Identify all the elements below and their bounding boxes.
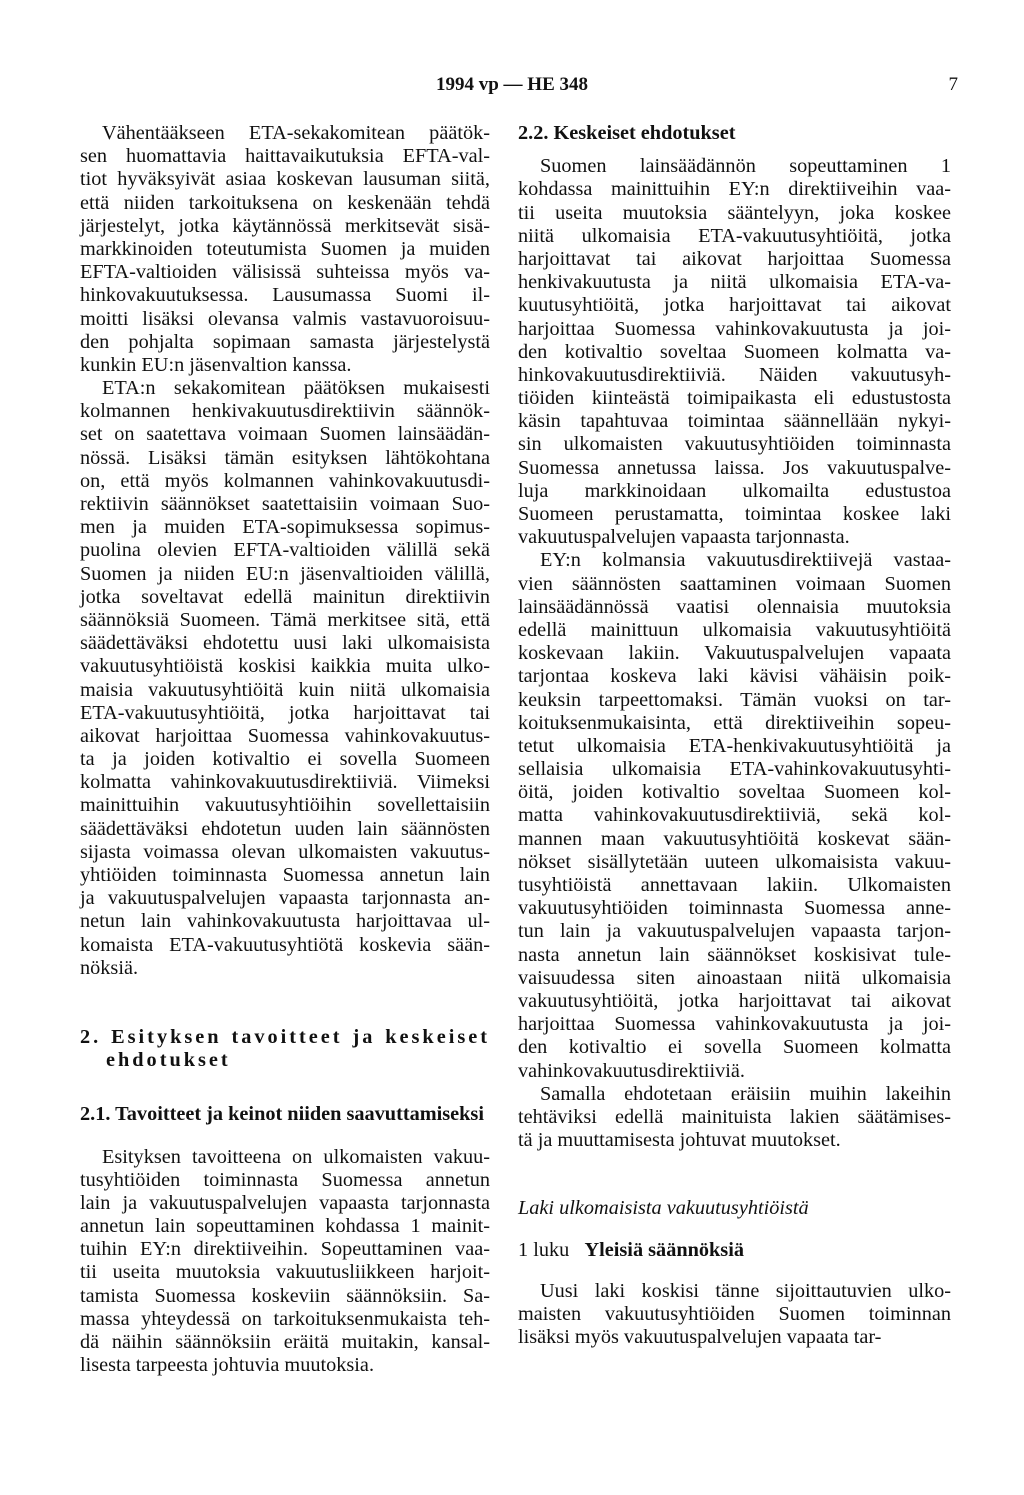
text-line: säädettäväksi ehdotetun uuden lain säännösten [80, 817, 490, 840]
law-title [518, 1197, 951, 1220]
section-heading-2 [80, 1026, 490, 1072]
subheading-text: 2.1. Tavoitteet ja keinot niiden saavuttamiseksi [80, 1103, 484, 1126]
page-header [0, 74, 1024, 104]
chapter-heading-line [518, 1239, 951, 1262]
text-line: dä näihin säännöksiin eräitä muitakin, kansal- [80, 1331, 490, 1353]
text-line: tuihin EY:n direktiiveihin. Sopeuttaminen vaa- [80, 1238, 490, 1261]
text-line: markkinoiden toteutumista Suomen ja muiden [80, 237, 490, 260]
text-line: harjoittaa Suomessa vahinkovakuutusta ja joi- [518, 1013, 951, 1036]
text-line: hinkovakuutusdirektiiviä. Näiden vakuutusyh- [518, 363, 951, 386]
text-line: EFTA-valtioiden välisissä suhteissa myös va- [80, 261, 490, 284]
heading-line: ehdotukset [106, 1049, 231, 1072]
text-line: kunkin EU:n jäsenvaltion kanssa. [80, 353, 352, 376]
paragraph [518, 1083, 951, 1153]
text-line: luja markkinoidaan ulkomailta edustustoa [518, 479, 951, 502]
document-reference: 1994 vp — HE 348 [435, 74, 589, 95]
text-line: Suomen lainsäädännön sopeuttaminen 1 [540, 155, 951, 178]
text-line: järjestelyt, jotka käytännössä merkitsevät sisä- [80, 214, 490, 237]
text-line: tarjontaa koskeva laki kävisi vähäisin poik- [518, 665, 951, 688]
text-line: tetut ulkomaisia ETA-henkivakuutusyhtiöitä ja [518, 734, 951, 757]
text-line: tusyhtiöistä annettavaan lakiin. Ulkomaisten [518, 874, 951, 896]
left-column [80, 122, 490, 1377]
text-line: den kotivaltio ei sovella Suomeen kolmatta [518, 1036, 951, 1059]
text-line: niitä ulkomaisia ETA-vakuutusyhtiöitä, jotka [518, 224, 951, 247]
section-heading-2-2 [518, 122, 951, 145]
text-line: lisäksi myös vakuutuspalvelujen vapaata tar- [518, 1326, 882, 1348]
text-line: tä ja muuttamisesta johtuvat muutokset. [518, 1129, 841, 1152]
text-line: ETA:n sekakomitean päätöksen mukaisesti [102, 377, 490, 400]
text-line: koskevaan lakiin. Vakuutuspalvelujen vapaata [518, 642, 951, 665]
text-line: vakuutusyhtiöistä koskisi kaikkia muita ulko- [80, 655, 490, 678]
chapter-heading [518, 1239, 951, 1262]
text-line: ta ja joiden kotivaltio ei sovella Suomeen [80, 748, 490, 771]
text-line: vaisuudessa siten ainoastaan niitä ulkomaisia [518, 966, 951, 989]
heading-line: 2. Esityksen tavoitteet ja keskeiset [80, 1025, 490, 1048]
text-line: Uusi laki koskisi tänne sijoittautuvien ulko- [540, 1279, 951, 1302]
text-line: aikovat harjoittaa Suomessa vahinkovakuutus- [80, 724, 490, 747]
text-line: ja vakuutuspalvelujen vapaasta tarjonnasta an- [80, 887, 490, 910]
text-line: yhtiöiden toiminnasta Suomessa annetun lain [80, 864, 490, 886]
text-line: vakuutusyhtiöiden toiminnasta Suomessa anne- [518, 897, 951, 920]
text-line: säädettäväksi ehdotettu uusi laki ulkomaisista [80, 632, 490, 655]
text-line: Vähentääkseen ETA-sekakomitean päätök- [102, 122, 490, 144]
text-line: tusyhtiöiden toiminnasta Suomessa annetun [80, 1168, 490, 1191]
chapter-title: Yleisiä säännöksiä [584, 1239, 744, 1262]
subheading-text: 2.2. Keskeiset ehdotukset [518, 122, 736, 144]
text-line: kolmatta vahinkovakuutusdirektiiviä. Viimeksi [80, 771, 490, 794]
text-line: ETA-vakuutusyhtiöitä, jotka harjoittavat tai [80, 701, 490, 724]
text-line: rektiivin säännökset saatettaisiin voimaan Suo- [80, 493, 490, 515]
text-line: tii useita muutoksia vakuutusliikkeen harjoit- [80, 1261, 490, 1284]
paragraph [518, 549, 951, 1082]
text-line: maisia vakuutusyhtiöitä kuin niitä ulkomaisia [80, 678, 490, 701]
chapter-number: 1 luku [518, 1239, 570, 1262]
text-line: netun lain vahinkovakuutusta harjoittavaa ul- [80, 910, 490, 933]
text-line: sin ulkomaisten vakuutusyhtiöiden toiminnasta [518, 433, 951, 456]
text-line: Esityksen tavoitteena on ulkomaisten vakuu- [102, 1145, 490, 1168]
text-line: Suomeen perustamatta, toimintaa koskee laki [518, 503, 951, 525]
text-line: sellaisia ulkomaisia ETA-vahinkovakuutusyhti- [518, 758, 951, 781]
text-line: kuutusyhtiöitä, jotka harjoittavat tai aikovat [518, 294, 951, 317]
law-title-text: Laki ulkomaisista vakuutusyhtiöistä [518, 1197, 809, 1220]
paragraph [80, 377, 490, 980]
text-line: sijasta voimassa olevan ulkomaisten vakuutus- [80, 840, 490, 863]
text-line: harjoittaa Suomessa vahinkovakuutusta ja joi- [518, 317, 951, 340]
paragraph [518, 155, 951, 549]
text-line: vahinkovakuutusdirektiiviä. [518, 1059, 745, 1082]
text-line: koituksenmukaisinta, että direktiiveihin sopeu- [518, 711, 951, 734]
text-line: komaista ETA-vakuutusyhtiötä koskevia sään- [80, 933, 490, 956]
text-line: että niiden tarkoituksena on keskenään tehdä [80, 191, 490, 214]
text-line: tiot hyväksyivät asiaa koskevan lausuman siitä, [80, 168, 490, 191]
text-line: säännöksiä Suomeen. Tämä merkitsee sitä, että [80, 608, 490, 631]
text-line: Samalla ehdotetaan eräisiin muihin lakeihin [540, 1082, 951, 1105]
text-line: Suomen ja niiden EU:n jäsenvaltioiden välillä, [80, 562, 490, 585]
text-line: EY:n kolmansia vakuutusdirektiivejä vastaa- [540, 549, 951, 572]
text-line: nasta annetun lain säännökset koskisivat tule- [518, 943, 951, 966]
text-line: tun lain ja vakuutuspalvelujen vapaasta tarjon- [518, 920, 951, 943]
text-line: tehtäviksi edellä mainituista lakien säätämises- [518, 1105, 951, 1128]
text-line: mainittuihin vakuutusyhtiöihin sovellettaisiin [80, 794, 490, 817]
page-number: 7 [948, 74, 958, 95]
text-line: annetun lain sopeuttaminen kohdassa 1 mainit- [80, 1215, 490, 1238]
text-line: moitti lisäksi olevansa valmis vastavuoroisuu- [80, 307, 490, 330]
text-line: kolmannen henkivakuutusdirektiivin säännök- [80, 400, 490, 423]
text-line: tii useita muutoksia sääntelyyn, joka koskee [518, 201, 951, 224]
text-line: den kotivaltio soveltaa Suomeen kolmatta va- [518, 340, 951, 363]
text-line: men ja muiden ETA-sopimuksessa sopimus- [80, 516, 490, 539]
text-line: vakuutuspalvelujen vapaasta tarjonnasta. [518, 526, 850, 549]
text-line: maisten vakuutusyhtiöiden Suomen toiminnan [518, 1302, 951, 1325]
text-line: kohdassa mainittuihin EY:n direktiiveihin vaa- [518, 178, 951, 201]
text-line: keuksin tarpeettomaksi. Tämän vuoksi on tar- [518, 688, 951, 711]
text-line: käsin tapahtuvaa toimintaa säännellään nykyi- [518, 410, 951, 433]
text-line: matta vahinkovakuutusdirektiiviä, sekä kol- [518, 804, 951, 827]
text-line: Suomessa annetussa laissa. Jos vakuutuspalve- [518, 456, 951, 479]
paragraph [80, 122, 490, 377]
text-line: öitä, joiden kotivaltio soveltaa Suomeen kol- [518, 781, 951, 804]
right-column [518, 122, 951, 1349]
text-line: puolina olevien EFTA-valtioiden välillä sekä [80, 539, 490, 562]
section-heading-2-1 [80, 1103, 490, 1126]
text-line: massa yhteydessä on tarkoituksenmukaista teh- [80, 1307, 490, 1330]
text-line: jotka soveltavat edellä mainitun direktiivin [80, 585, 490, 608]
text-line: harjoittavat tai aikovat harjoittaa Suomessa [518, 247, 951, 270]
text-line: lisesta tarpeesta johtuvia muutoksia. [80, 1354, 375, 1377]
text-line: nökset sisällytetään uuteen ulkomaisista vakuu- [518, 850, 951, 873]
text-line: tiöiden kiinteästä toimipaikasta eli edustustosta [518, 387, 951, 410]
paragraph [80, 1146, 490, 1378]
text-line: set on saatettava voimaan Suomen lainsäädän- [80, 423, 490, 446]
text-line: mannen maan vakuutusyhtiöitä koskevat sään- [518, 827, 951, 850]
text-line: sen huomattavia haittavaikutuksia EFTA-val- [80, 145, 490, 168]
text-line: edellä mainittuun ulkomaisia vakuutusyhtiöitä [518, 618, 951, 641]
text-line: lain ja vakuutuspalvelujen vapaasta tarjonnasta [80, 1191, 490, 1214]
text-line: tamista Suomessa koskeviin säännöksiin. Sa- [80, 1284, 490, 1307]
text-line: nössä. Lisäksi tämän esityksen lähtökohtana [80, 446, 490, 469]
paragraph [518, 1280, 951, 1350]
text-line: henkivakuutusta ja niitä ulkomaisia ETA-va- [518, 271, 951, 294]
text-line: nöksiä. [80, 956, 139, 979]
text-line: vakuutusyhtiöitä, jotka harjoittavat tai aikovat [518, 989, 951, 1012]
text-line: den pohjalta sopimaan samasta järjestelystä [80, 330, 490, 353]
text-line: on, että myös kolmannen vahinkovakuutusdi- [80, 469, 490, 492]
text-line: hinkovakuutuksessa. Lausumassa Suomi il- [80, 284, 490, 307]
text-line: vien säännösten saattaminen voimaan Suomen [518, 572, 951, 595]
text-line: lainsäädännössä vaatisi olennaisia muutoksia [518, 595, 951, 618]
